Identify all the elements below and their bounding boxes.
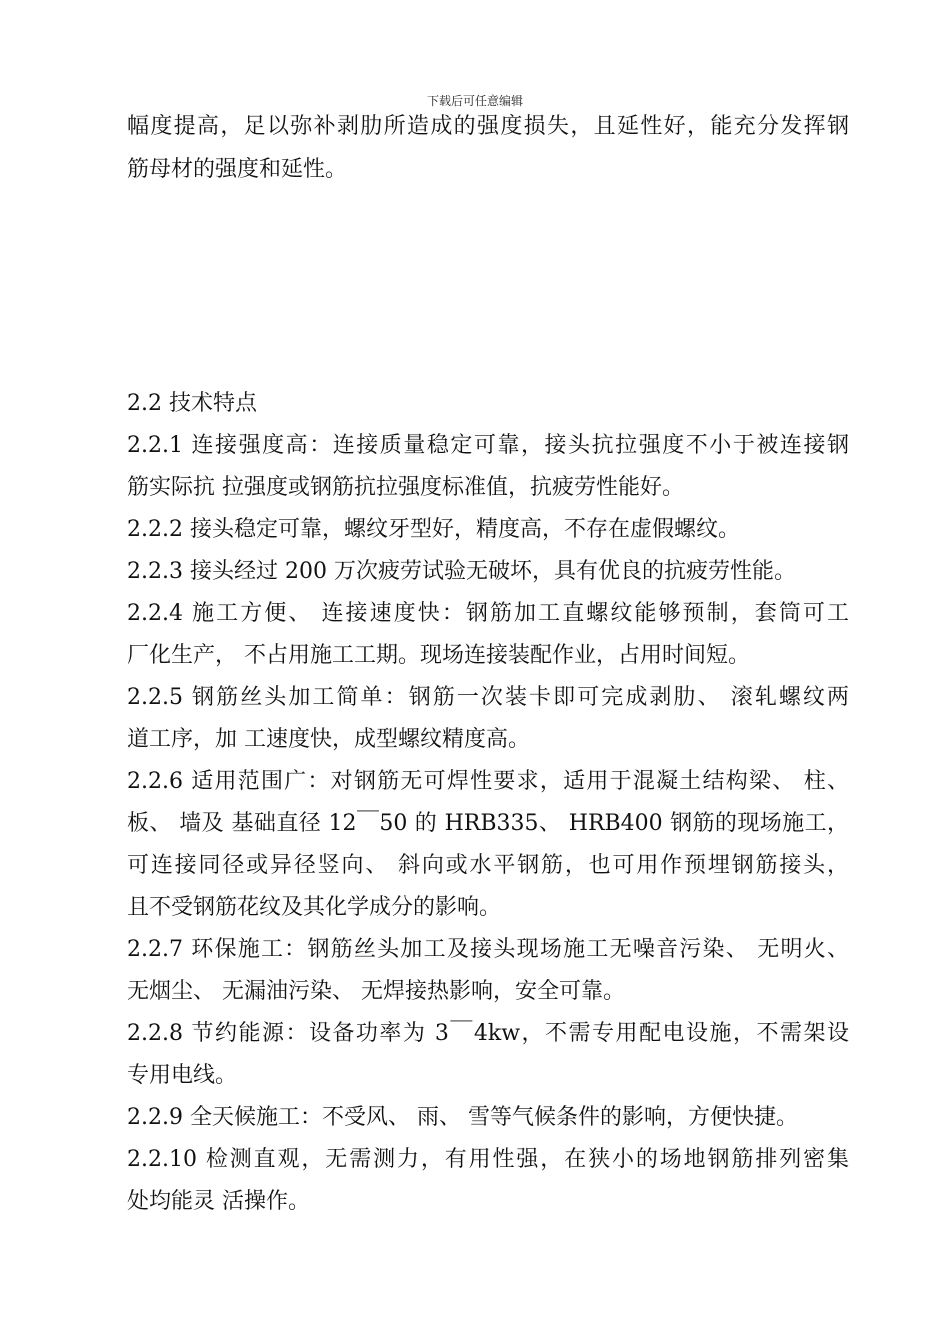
text-line: 2.2.10 检测直观，无需测力，有用性强，在狭小的场地钢筋排列密集 [127, 1147, 849, 1172]
text-line: 2.2.4 施工方便、 连接速度快：钢筋加工直螺纹能够预制，套筒可工 [127, 601, 849, 626]
text-line: 厂化生产， 不占用施工工期。现场连接装配作业，占用时间短。 [127, 643, 750, 668]
section-heading: 2.2 技术特点 [127, 391, 257, 416]
text-line: 幅度提高，足以弥补剥肋所造成的强度损失，且延性好，能充分发挥钢 [127, 114, 849, 139]
text-line: 2.2.6 适用范围广：对钢筋无可焊性要求，适用于混凝土结构梁、 柱、 [127, 769, 849, 794]
text-line: 筋母材的强度和延性。 [127, 157, 348, 182]
text-line: 2.2.9 全天候施工：不受风、 雨、 雪等气候条件的影响，方便快捷。 [127, 1105, 798, 1130]
text-line: 且不受钢筋花纹及其化学成分的影响。 [127, 895, 502, 920]
text-line: 2.2.5 钢筋丝头加工简单：钢筋一次装卡即可完成剥肋、 滚轧螺纹两 [127, 685, 849, 710]
text-line: 2.2.8 节约能源：设备功率为 3￣4kw，不需专用配电设施，不需架设 [127, 1021, 849, 1046]
text-line: 2.2.2 接头稳定可靠，螺纹牙型好，精度高，不存在虚假螺纹。 [127, 517, 740, 542]
text-line: 2.2.1 连接强度高：连接质量稳定可靠，接头抗拉强度不小于被连接钢 [127, 433, 849, 458]
text-line: 板、 墙及 基础直径 12￣50 的 HRB335、 HRB400 钢筋的现场施工， [127, 811, 849, 836]
text-line: 可连接同径或异径竖向、 斜向或水平钢筋，也可用作预埋钢筋接头， [127, 853, 849, 878]
text-line: 2.2.3 接头经过 200 万次疲劳试验无破坏，具有优良的抗疲劳性能。 [127, 559, 796, 584]
text-line: 处均能灵 活操作。 [127, 1189, 310, 1214]
text-line: 专用电线。 [127, 1063, 238, 1088]
text-line: 道工序，加 工速度快，成型螺纹精度高。 [127, 727, 530, 752]
text-line: 2.2.7 环保施工：钢筋丝头加工及接头现场施工无噪音污染、 无明火、 [127, 937, 849, 962]
page-header: 下载后可任意编辑 [426, 94, 523, 108]
text-line: 筋实际抗 拉强度或钢筋抗拉强度标准值，抗疲劳性能好。 [127, 475, 684, 500]
text-line: 无烟尘、 无漏油污染、 无焊接热影响，安全可靠。 [127, 979, 625, 1004]
